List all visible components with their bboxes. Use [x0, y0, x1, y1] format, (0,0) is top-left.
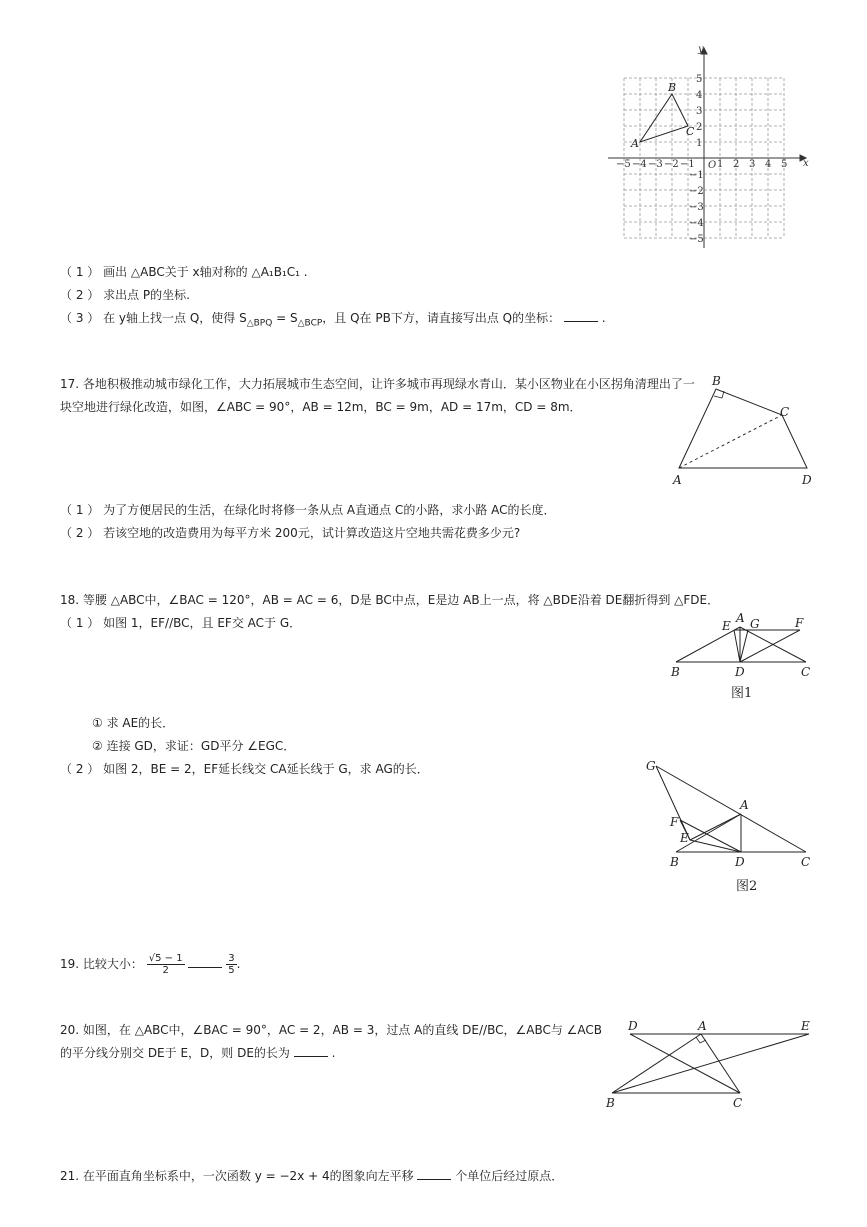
svg-text:F: F — [670, 815, 679, 829]
q16-part2: （ 2 ） 求出点 P的坐标. — [60, 288, 190, 302]
x-tick-label: 4 — [765, 159, 772, 170]
x-tick-label: 1 — [717, 159, 724, 170]
svg-text:A: A — [673, 473, 682, 487]
q16-part3: （ 3 ） 在 y轴上找一点 Q，使得 $S_{\triangle BPQ} = S_{\triangle BCP}$，且 Q在 PB下方，请直接写出点 Q的坐标： . — [60, 311, 606, 329]
svg-text:D: D — [628, 1019, 638, 1033]
q18-sub2: ② 连接 GD，求证：GD平分 ∠EGC． — [92, 739, 296, 753]
svg-text:D: D — [735, 665, 745, 679]
y-tick-label: −4 — [689, 218, 704, 229]
svg-text:B: B — [606, 1096, 615, 1110]
svg-text:E: E — [801, 1019, 810, 1033]
q20-line1: 20. 如图，在 △ABC中，∠BAC = 90°，AC = 2，AB = 3，过点 A的直线 DE//BC，∠ABC与 ∠ACB — [60, 1023, 603, 1037]
svg-text:D: D — [735, 855, 745, 869]
q17-part1: （ 1 ） 为了方便居民的生活，在绿化时将修一条从点 A直通点 C的小路，求小路 AC的长度． — [60, 503, 556, 517]
y-tick-label: 5 — [696, 74, 703, 85]
svg-text:F: F — [795, 616, 804, 630]
fig1-caption: 图1 — [731, 686, 753, 701]
q20-line2: 的平分线分别交 DE于 E，D，则 DE的长为 . — [60, 1046, 336, 1060]
q16-part1: （ 1 ） 画出 △ABC关于 x轴对称的 △A₁B₁C₁ . — [60, 265, 308, 279]
x-tick-label: −4 — [632, 159, 647, 170]
q18-sub1: ① 求 AE的长． — [92, 716, 175, 730]
svg-text:G: G — [646, 759, 656, 773]
svg-text:E: E — [722, 619, 731, 633]
svg-text:B: B — [671, 665, 680, 679]
svg-text:A: A — [740, 798, 749, 812]
q17-part2: （ 2 ） 若该空地的改造费用为每平方米 200元，试计算改造这片空地共需花费多少元? — [60, 526, 521, 540]
svg-text:C: C — [733, 1096, 743, 1110]
svg-text:A: A — [698, 1019, 707, 1033]
y-tick-label: 3 — [696, 106, 703, 117]
q18-part1: （ 1 ） 如图 1，EF//BC，且 EF交 AC于 G． — [60, 616, 302, 630]
point-b-label: B — [668, 81, 677, 94]
point-c-label: C — [686, 125, 695, 138]
y-tick-label: −5 — [689, 234, 704, 245]
x-tick-label: −1 — [680, 159, 695, 170]
y-tick-label: −3 — [689, 202, 704, 213]
q17-line2: 块空地进行绿化改造，如图，∠ABC = 90°，AB = 12m，BC = 9m，AD = 17m，CD = 8m． — [60, 400, 582, 414]
svg-text:C: C — [801, 855, 811, 869]
point-a-label: A — [631, 137, 639, 150]
y-axis-label: y — [698, 44, 704, 55]
fraction-right: $\frac{3}{5}$ — [228, 953, 235, 976]
svg-text:B: B — [670, 855, 679, 869]
x-tick-label: −2 — [664, 159, 679, 170]
q19-line: 19. 比较大小： $\frac{√5 - 1}{2}$ $\frac{3}{5}$ . — [60, 953, 241, 976]
svg-text:B: B — [712, 374, 721, 388]
q18-part2: （ 2 ） 如图 2，BE = 2，EF延长线交 CA延长线于 G，求 AG的长． — [60, 762, 429, 776]
x-tick-label: 2 — [733, 159, 740, 170]
y-tick-label: −2 — [689, 186, 704, 197]
fig2-caption: 图2 — [736, 879, 758, 894]
svg-text:C: C — [780, 405, 790, 419]
svg-text:G: G — [750, 617, 760, 631]
y-tick-label: 1 — [696, 138, 703, 149]
y-tick-label: 2 — [696, 122, 703, 133]
x-tick-label: −3 — [648, 159, 663, 170]
x-tick-label: 5 — [781, 159, 788, 170]
svg-text:E: E — [680, 831, 689, 845]
svg-text:D: D — [802, 473, 812, 487]
q21-line: 21. 在平面直角坐标系中，一次函数 y = −2x + 4的图象向左平移 个单位后经过原点． — [60, 1169, 564, 1183]
x-tick-label: −5 — [616, 159, 631, 170]
svg-text:A: A — [736, 611, 745, 625]
y-tick-label: 4 — [696, 90, 703, 101]
origin-label: O — [708, 160, 717, 171]
answer-blank[interactable] — [417, 1179, 451, 1180]
x-tick-label: 3 — [749, 159, 756, 170]
q17-line1: 17. 各地积极推动城市绿化工作，大力拓展城市生态空间，让许多城市再现绿水青山．某小区物业在小区拐角清理出了一 — [60, 377, 695, 391]
svg-text:C: C — [801, 665, 811, 679]
y-tick-label: −1 — [689, 170, 704, 181]
x-axis-label: x — [803, 158, 809, 169]
q18-line1: 18. 等腰 △ABC中，∠BAC = 120°，AB = AC = 6，D是 BC中点，E是边 AB上一点，将 △BDE沿着 DE翻折得到 △FDE． — [60, 593, 720, 607]
fraction-left: $\frac{√5 - 1}{2}$ — [148, 953, 183, 976]
